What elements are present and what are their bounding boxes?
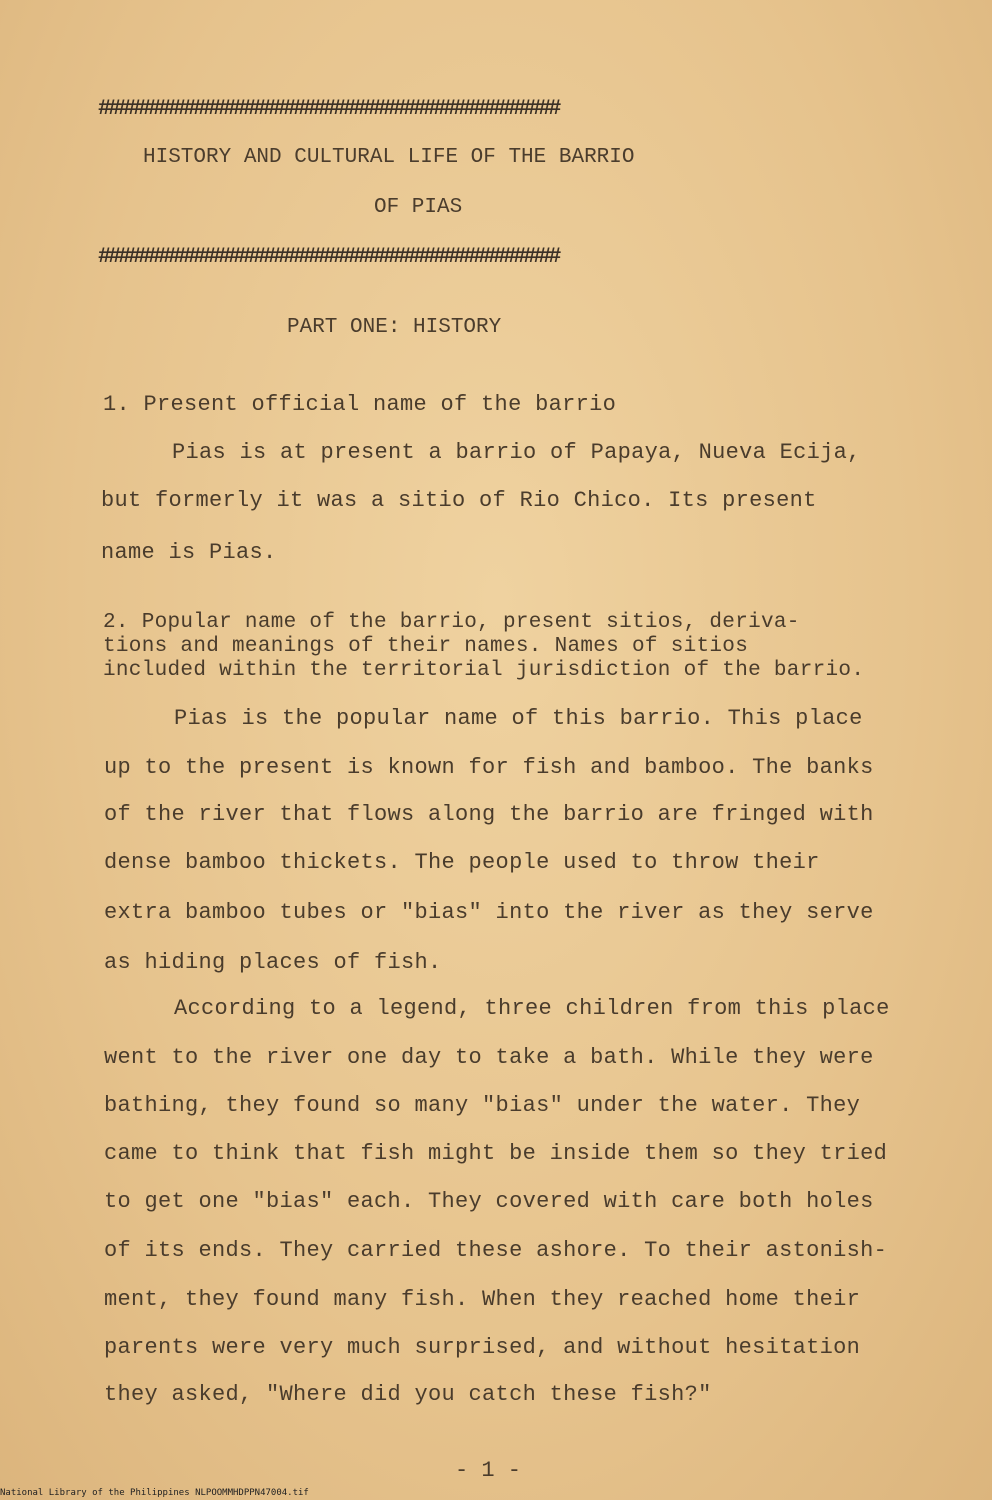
paragraph-line: went to the river one day to take a bath. While they were	[104, 1045, 874, 1070]
paragraph-line: up to the present is known for fish and bamboo. The banks	[104, 755, 874, 780]
section-2-heading-line: 2. Popular name of the barrio, present sitios, deriva-	[103, 611, 800, 634]
document-title-line-1: HISTORY AND CULTURAL LIFE OF THE BARRIO	[143, 146, 635, 169]
section-2-heading-line: tions and meanings of their names. Names of sitios	[103, 635, 749, 658]
paragraph-line: ment, they found many fish. When they reached home their	[104, 1287, 861, 1312]
paragraph-line: bathing, they found so many "bias" under the water. They	[104, 1093, 861, 1118]
paragraph-line: came to think that fish might be inside them so they tried	[104, 1141, 888, 1166]
part-heading: PART ONE: HISTORY	[287, 316, 502, 339]
page-number: - 1 -	[455, 1458, 522, 1483]
section-1-line: but formerly it was a sitio of Rio Chico. Its present	[101, 488, 817, 513]
paragraph-line: According to a legend, three children from this place	[174, 996, 890, 1021]
hash-separator-bottom: ##############################################	[98, 244, 559, 269]
section-1-line: name is Pias.	[101, 540, 277, 565]
paragraph-line: of its ends. They carried these ashore. To their astonish-	[104, 1238, 888, 1263]
paragraph-line: to get one "bias" each. They covered with care both holes	[104, 1189, 874, 1214]
document-title-line-2: OF PIAS	[374, 196, 463, 219]
section-1-line: Pias is at present a barrio of Papaya, Nueva Ecija,	[172, 440, 861, 465]
paragraph-line: as hiding places of fish.	[104, 950, 442, 975]
paragraph-line: parents were very much surprised, and without hesitation	[104, 1335, 861, 1360]
hash-separator-top: ##############################################	[98, 96, 559, 121]
section-2-heading-line: included within the territorial jurisdiction of the barrio.	[103, 659, 865, 682]
paragraph-line: dense bamboo thickets. The people used to throw their	[104, 850, 820, 875]
paragraph-line: extra bamboo tubes or "bias" into the river as they serve	[104, 900, 874, 925]
paragraph-line: Pias is the popular name of this barrio. This place	[174, 706, 863, 731]
section-1-heading: 1. Present official name of the barrio	[103, 392, 617, 417]
paragraph-line: they asked, "Where did you catch these fish?"	[104, 1382, 712, 1407]
paragraph-line: of the river that flows along the barrio are fringed with	[104, 802, 874, 827]
archive-footer: National Library of the Philippines NLPOOMMHDPPN47004.tif	[0, 1488, 309, 1498]
